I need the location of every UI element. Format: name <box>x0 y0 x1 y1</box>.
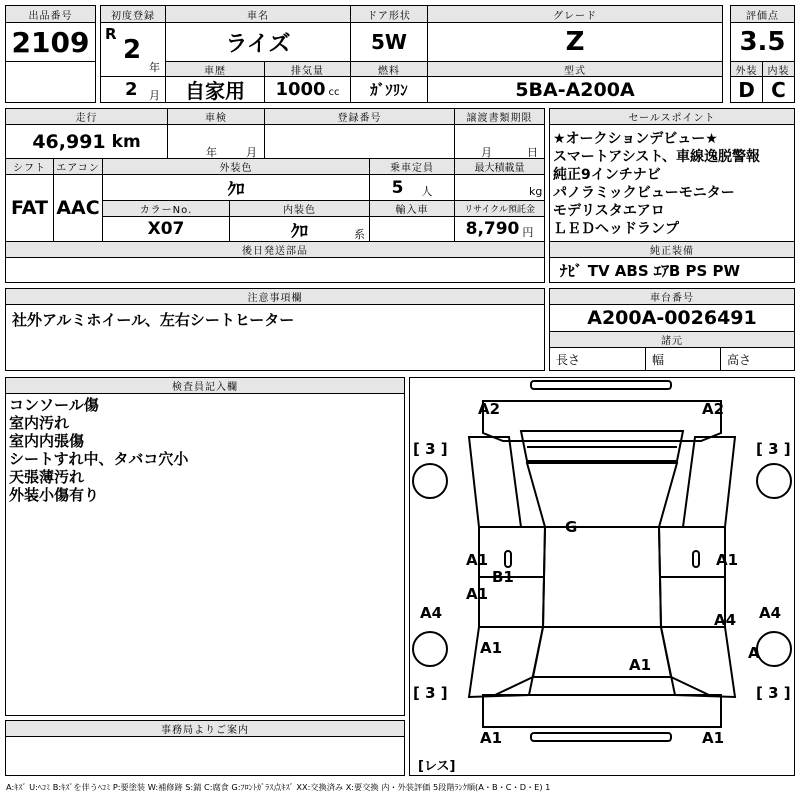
capacity-label: 乗車定員 <box>369 158 455 175</box>
lot-label: 出品番号 <box>5 5 96 23</box>
color-label: 外装色 <box>102 158 370 175</box>
damage-mark: A1 <box>466 585 489 603</box>
sales-point: ★オークションデビュー★ <box>553 131 718 147</box>
transfer-cell <box>454 124 545 159</box>
car-diagram <box>409 377 795 776</box>
history: 自家用 <box>165 76 265 103</box>
equipment-label: 純正装備 <box>549 241 795 258</box>
inspector-note: 天張薄汚れ <box>9 468 85 486</box>
damage-mark: B1 <box>492 568 514 586</box>
inspector-note: 室内汚れ <box>9 414 70 432</box>
recycle-label: リサイクル預託金 <box>454 200 545 217</box>
import-cell <box>369 216 455 242</box>
inspection-year-unit: 年 <box>206 146 217 159</box>
int-color-unit: 系 <box>354 228 365 241</box>
dims-label: 諸元 <box>549 331 795 348</box>
displacement: 1000 <box>275 79 326 100</box>
lot-number: 2109 <box>5 22 96 62</box>
door-shape: 5W <box>350 22 428 62</box>
displacement-cell <box>264 76 351 103</box>
inspection-cell <box>167 124 265 159</box>
sales-point: 純正9インチナビ <box>553 167 661 183</box>
import-label: 輸入車 <box>369 200 455 217</box>
chassis-label: 車台番号 <box>549 288 795 305</box>
height-label: 高さ <box>720 347 795 371</box>
inspector-list <box>9 396 188 504</box>
plate-cell <box>264 124 455 159</box>
color-no-label: カラーNo. <box>102 200 230 217</box>
aircon: AAC <box>53 174 103 242</box>
model-label: 車名 <box>165 5 351 23</box>
capacity-cell <box>369 174 455 201</box>
chassis-number: A200A-0026491 <box>549 304 795 332</box>
reg-year: 2 <box>123 35 142 65</box>
tire-rear-left: [ 3 ] <box>413 684 448 702</box>
color-no: X07 <box>102 216 230 242</box>
sales-points-label: セールスポイント <box>549 108 795 125</box>
displacement-unit: cc <box>328 87 340 98</box>
transfer-label: 譲渡書類期限 <box>454 108 545 125</box>
damage-mark: A1 <box>466 551 489 569</box>
inspector-label: 検査員記入欄 <box>5 377 405 394</box>
damage-mark: A4 <box>420 604 443 622</box>
first-reg-month-cell <box>100 76 166 103</box>
later-parts-label: 後日発送部品 <box>5 241 545 258</box>
type-label: 型式 <box>427 61 723 77</box>
first-reg-label: 初度登録 <box>100 5 166 23</box>
notes-label: 注意事項欄 <box>5 288 545 305</box>
sales-point: モデリスタエアロ <box>553 203 665 219</box>
shift: FAT <box>5 174 54 242</box>
damage-mark: A4 <box>759 604 782 622</box>
history-label: 車歴 <box>165 61 265 77</box>
damage-mark: A <box>748 644 760 662</box>
recycle-cell <box>454 216 545 242</box>
payload-label: 最大積載量 <box>454 158 545 175</box>
exterior-label: 外装 <box>730 61 763 77</box>
mileage-cell <box>5 124 168 159</box>
fuel-label: 燃料 <box>350 61 428 77</box>
int-color-cell <box>229 216 370 242</box>
legend: A:ｷｽﾞ U:ﾍｺﾐ B:ｷｽﾞを伴うﾍｺﾐ P:要塗装 W:補修跡 S:錆 C:腐食 G:ﾌﾛﾝﾄｶﾞﾗｽ点ｷｽﾞ XX:交換済み X:要交換 内・外装評価 5段階ﾗﾝｸ順(A・B・C・D・E) 1 <box>6 782 551 792</box>
exterior-grade: D <box>730 76 763 103</box>
year-unit: 年 <box>149 61 160 74</box>
damage-mark: A1 <box>702 729 725 747</box>
inspector-note: コンソール傷 <box>9 396 99 414</box>
damage-mark: A2 <box>702 400 725 418</box>
notes: 社外アルミホイール、左右シートヒーター <box>5 304 545 371</box>
payload-cell <box>454 174 545 201</box>
interior-label: 内装 <box>762 61 795 77</box>
int-color-label: 内装色 <box>229 200 370 217</box>
damage-mark: G <box>565 518 578 536</box>
inspector-note: シートすれ中、タバコ穴小 <box>9 450 189 468</box>
model-name: ライズ <box>165 22 351 62</box>
month-unit: 月 <box>149 89 160 102</box>
inspector-note: 室内内張傷 <box>9 432 85 450</box>
recycle: 8,790 <box>465 219 520 239</box>
damage-mark: A1 <box>480 729 503 747</box>
first-reg-year-cell <box>100 22 166 77</box>
payload-unit: kg <box>529 185 543 198</box>
shift-label: シフト <box>5 158 54 175</box>
transfer-day: 日 <box>527 146 538 159</box>
tire-front-left: [ 3 ] <box>413 440 448 458</box>
door-label: ドア形状 <box>350 5 428 23</box>
mileage-unit: km <box>111 131 141 152</box>
capacity-unit: 人 <box>421 184 433 198</box>
interior-color: ｸﾛ <box>291 221 308 242</box>
damage-mark: A4 <box>714 611 737 629</box>
inspection-month-unit: 月 <box>246 146 257 159</box>
score: 3.5 <box>730 22 795 62</box>
damage-mark: A1 <box>629 656 652 674</box>
exterior-color: ｸﾛ <box>102 174 370 201</box>
model-type: 5BA-A200A <box>427 76 723 103</box>
tire-front-right: [ 3 ] <box>756 440 791 458</box>
sales-point: ＬＥＤヘッドランプ <box>553 221 679 237</box>
inspector-note: 外装小傷有り <box>9 486 100 504</box>
width-label: 幅 <box>645 347 721 371</box>
damage-mark: A2 <box>478 400 501 418</box>
mileage-label: 走行 <box>5 108 168 125</box>
ac-label: エアコン <box>53 158 103 175</box>
grade-label: グレード <box>427 5 723 23</box>
reg-month: 2 <box>125 79 138 100</box>
office-label: 事務局よりご案内 <box>5 720 405 737</box>
length-label: 長さ <box>549 347 646 371</box>
later-parts-cell <box>5 257 545 283</box>
era: R <box>105 25 117 43</box>
capacity: 5 <box>391 177 404 198</box>
mileage: 46,991 <box>32 130 106 153</box>
inspection-label: 車検 <box>167 108 265 125</box>
equipment: ﾅﾋﾞ TV ABS ｴｱB PS PW <box>549 257 795 283</box>
office-box <box>5 736 405 776</box>
fuel: ｶﾞｿﾘﾝ <box>350 76 428 103</box>
damage-mark: A1 <box>480 639 503 657</box>
lot-blank <box>5 61 96 103</box>
interior-grade: C <box>762 76 795 103</box>
spare-tire-note: [レス] <box>418 759 456 774</box>
transfer-month: 月 <box>481 146 492 159</box>
recycle-unit: 円 <box>522 225 534 239</box>
sales-point: パノラミックビューモニター <box>553 185 735 201</box>
plate-label: 登録番号 <box>264 108 455 125</box>
sales-point: スマートアシスト、車線逸脱警報 <box>553 149 761 165</box>
grade: Z <box>427 22 723 62</box>
tire-rear-right: [ 3 ] <box>756 684 791 702</box>
damage-mark: A1 <box>716 551 739 569</box>
sales-points-list <box>553 130 760 238</box>
score-label: 評価点 <box>730 5 795 23</box>
displacement-label: 排気量 <box>264 61 351 77</box>
